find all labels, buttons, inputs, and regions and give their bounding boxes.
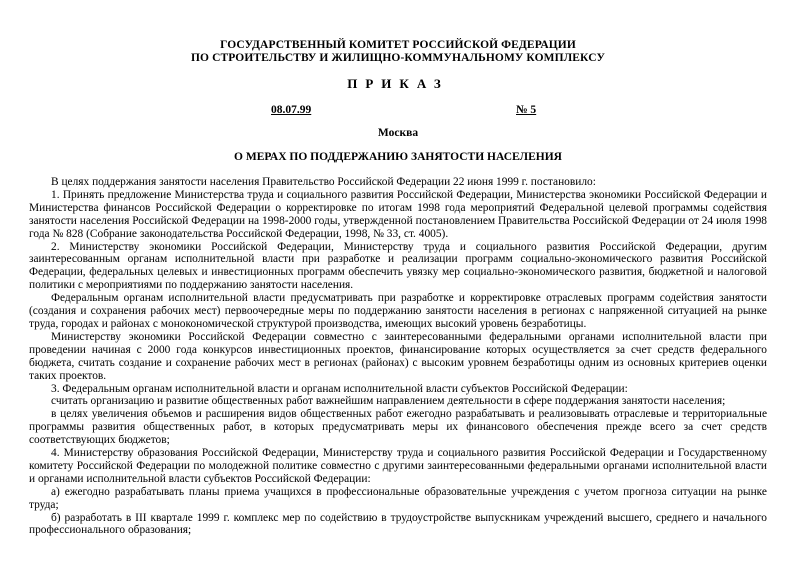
document-type: ПРИКАЗ <box>347 76 449 91</box>
paragraph-intro: В целях поддержания занятости населения Правительство Российской Федерации 22 июня 1999 г. постановило: <box>51 176 596 188</box>
paragraph-public-works-programs: в целях увеличения объемов и расширения видов общественных работ ежегодно разрабатывать и реализовывать отраслевые и территориальные программы развития общественных работ, в которых предусматривать меры их финансового обеспечения прежде всего за счет средств соответствующих бюджетов; <box>29 408 767 447</box>
paragraph-federal-bodies: Федеральным органам исполнительной власти предусматривать при разработке и корректировке отраслевых программ содействия занятости (создания и сохранения рабочих мест) первоочередные меры по поддержанию занятости населения в регионах с напряженной ситуацией на рынке труда, городах и районах с монокономической структурой производства, имеющих высокий уровень безработицы. <box>29 292 767 330</box>
paragraph-item-2: 2. Министерству экономики Российской Федерации, Министерству труда и социального развития Российской Федерации, другим заинтересованным органам исполнительной власти при разработке и реализации программ социально-экономического развития Российской Федерации, федеральных целевых и инвестиционных программ обеспечить увязку мер социально-экономического развития, бюджетной и налоговой политики с мероприятиями по поддержанию занятости населения. <box>29 240 767 292</box>
order-date: 08.07.99 <box>271 104 312 116</box>
organization-name-line1: ГОСУДАРСТВЕННЫЙ КОМИТЕТ РОССИЙСКОЙ ФЕДЕРАЦИИ <box>220 39 576 51</box>
document-title: О МЕРАХ ПО ПОДДЕРЖАНИЮ ЗАНЯТОСТИ НАСЕЛЕНИЯ <box>234 151 562 163</box>
document-body <box>29 176 767 537</box>
paragraph-item-4a: а) ежегодно разрабатывать планы приема учащихся в профессиональные образовательные учреждения с учетом прогноза ситуации на рынке труда; <box>29 485 767 511</box>
organization-name-line2: ПО СТРОИТЕЛЬСТВУ И ЖИЛИЩНО-КОММУНАЛЬНОМУ КОМПЛЕКСУ <box>191 52 605 64</box>
order-number: № 5 <box>516 104 537 116</box>
paragraph-item-4: 4. Министерству образования Российской Федерации, Министерству труда и социального развития Российской Федерации и Государственному комитету Российской Федерации по молодежной политике совместно с другими заинтересованными федеральными органами исполнительной власти и органами исполнительной власти субъектов Российской Федерации: <box>29 447 767 485</box>
paragraph-public-works: считать организацию и развитие общественных работ важнейшим направлением деятельности в сфере поддержания занятости населения; <box>51 395 726 408</box>
city: Москва <box>377 127 419 139</box>
paragraph-ministry-economics: Министерству экономики Российской Федерации совместно с заинтересованными федеральными органами исполнительной власти при проведении начиная с 2000 года конкурсов инвестиционных проектов, финансирование которых осуществляется за счет средств федерального бюджета, считать создание и сохранение рабочих мест в регионах (районах) с высоким уровнем безработицы одним из основных критериев оценки таких проектов. <box>29 330 767 382</box>
paragraph-item-1: 1. Принять предложение Министерства труда и социального развития Российской Федерации, Министерства экономики Российской Федерации и Министерства финансов Российской Федерации о корректировке по итогам 1998 года мероприятий Федеральной целевой программы содействия занятости населения Российской Федерации на 1998-2000 годы, утвержденной постановлением Правительства Российской Федерации от 24 июля 1998 года № 828 (Собрание законодательства Российской Федерации, 1998, № 33, ст. 4005). <box>29 188 767 240</box>
paragraph-item-3: 3. Федеральным органам исполнительной власти и органам исполнительной власти субъектов Российской Федерации: <box>51 382 628 395</box>
paragraph-item-4b: б) разработать в III квартале 1999 г. комплекс мер по содействию в трудоустройстве выпускникам учреждений высшего, среднего и начального профессионального образования; <box>29 511 767 537</box>
